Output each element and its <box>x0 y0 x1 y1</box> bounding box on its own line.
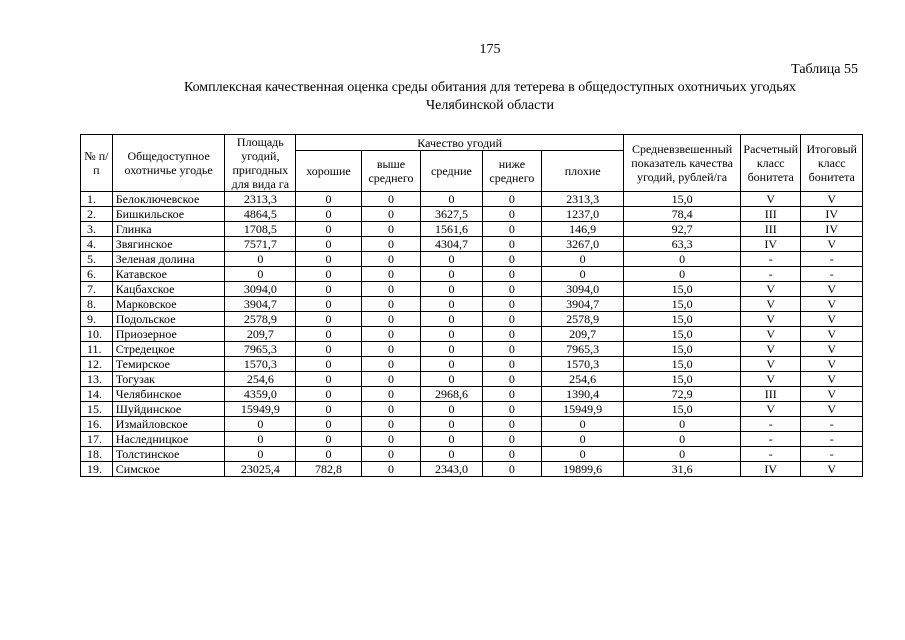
cell-good: 0 <box>296 222 362 237</box>
title-line-1: Комплексная качественная оценка среды обитания для тетерева в общедоступных охотничьих угодьях <box>183 80 797 95</box>
cell-good: 0 <box>296 447 362 462</box>
cell-bad: 3094,0 <box>542 282 624 297</box>
cell-calc: V <box>740 192 800 207</box>
cell-area: 4864,5 <box>225 207 296 222</box>
cell-name: Толстинское <box>112 447 225 462</box>
cell-weighted: 63,3 <box>624 237 741 252</box>
cell-medium: 0 <box>421 372 482 387</box>
cell-weighted: 72,9 <box>624 387 741 402</box>
cell-below: 0 <box>482 282 541 297</box>
cell-below: 0 <box>482 432 541 447</box>
cell-num: 12. <box>81 357 113 372</box>
cell-weighted: 78,4 <box>624 207 741 222</box>
cell-weighted: 15,0 <box>624 297 741 312</box>
cell-num: 15. <box>81 402 113 417</box>
table-row <box>81 342 863 357</box>
table-row <box>81 267 863 282</box>
cell-name: Приозерное <box>112 327 225 342</box>
cell-num: 5. <box>81 252 113 267</box>
cell-calc: V <box>740 357 800 372</box>
cell-num: 2. <box>81 207 113 222</box>
cell-above: 0 <box>361 207 420 222</box>
cell-good: 0 <box>296 357 362 372</box>
cell-below: 0 <box>482 207 541 222</box>
cell-weighted: 15,0 <box>624 312 741 327</box>
header-name: Общедоступное охотничье угодье <box>112 135 225 192</box>
cell-num: 14. <box>81 387 113 402</box>
table-row <box>81 282 863 297</box>
cell-calc: III <box>740 387 800 402</box>
cell-calc: IV <box>740 462 800 477</box>
header-bad: плохие <box>542 151 624 192</box>
cell-below: 0 <box>482 372 541 387</box>
cell-below: 0 <box>482 192 541 207</box>
cell-above: 0 <box>361 252 420 267</box>
cell-medium: 0 <box>421 357 482 372</box>
cell-area: 4359,0 <box>225 387 296 402</box>
cell-num: 6. <box>81 267 113 282</box>
cell-area: 3904,7 <box>225 297 296 312</box>
cell-area: 0 <box>225 432 296 447</box>
cell-name: Марковское <box>112 297 225 312</box>
cell-num: 10. <box>81 327 113 342</box>
cell-below: 0 <box>482 327 541 342</box>
cell-medium: 3627,5 <box>421 207 482 222</box>
page-number: 175 <box>479 42 501 57</box>
cell-above: 0 <box>361 342 420 357</box>
cell-above: 0 <box>361 237 420 252</box>
cell-above: 0 <box>361 387 420 402</box>
cell-bad: 19899,6 <box>542 462 624 477</box>
cell-below: 0 <box>482 222 541 237</box>
cell-weighted: 0 <box>624 267 741 282</box>
cell-weighted: 15,0 <box>624 372 741 387</box>
cell-good: 0 <box>296 417 362 432</box>
cell-weighted: 15,0 <box>624 402 741 417</box>
cell-bad: 7965,3 <box>542 342 624 357</box>
cell-calc: IV <box>740 237 800 252</box>
cell-name: Измайловское <box>112 417 225 432</box>
cell-good: 0 <box>296 387 362 402</box>
cell-good: 0 <box>296 432 362 447</box>
cell-bad: 2313,3 <box>542 192 624 207</box>
cell-final: V <box>801 387 863 402</box>
header-medium: средние <box>421 151 482 192</box>
cell-above: 0 <box>361 462 420 477</box>
cell-name: Тогузак <box>112 372 225 387</box>
table-title <box>120 79 860 115</box>
table-row <box>81 312 863 327</box>
cell-bad: 0 <box>542 432 624 447</box>
header-final-class: Итоговый класс бонитета <box>801 135 863 192</box>
cell-calc: V <box>740 372 800 387</box>
cell-final: V <box>801 237 863 252</box>
cell-bad: 1237,0 <box>542 207 624 222</box>
cell-below: 0 <box>482 237 541 252</box>
cell-medium: 4304,7 <box>421 237 482 252</box>
cell-final: V <box>801 342 863 357</box>
cell-name: Стредецкое <box>112 342 225 357</box>
cell-final: V <box>801 402 863 417</box>
cell-num: 13. <box>81 372 113 387</box>
cell-final: V <box>801 297 863 312</box>
cell-bad: 0 <box>542 252 624 267</box>
cell-medium: 0 <box>421 342 482 357</box>
cell-final: V <box>801 372 863 387</box>
cell-area: 209,7 <box>225 327 296 342</box>
header-good: хорошие <box>296 151 362 192</box>
table-body <box>81 192 863 477</box>
cell-final: V <box>801 282 863 297</box>
cell-good: 0 <box>296 252 362 267</box>
cell-calc: - <box>740 417 800 432</box>
cell-above: 0 <box>361 432 420 447</box>
cell-calc: III <box>740 207 800 222</box>
cell-name: Бишкильское <box>112 207 225 222</box>
cell-above: 0 <box>361 312 420 327</box>
cell-calc: V <box>740 342 800 357</box>
cell-name: Кацбахское <box>112 282 225 297</box>
table-row <box>81 207 863 222</box>
cell-area: 7571,7 <box>225 237 296 252</box>
cell-below: 0 <box>482 417 541 432</box>
table-row <box>81 192 863 207</box>
cell-above: 0 <box>361 282 420 297</box>
cell-medium: 0 <box>421 432 482 447</box>
cell-above: 0 <box>361 327 420 342</box>
cell-area: 7965,3 <box>225 342 296 357</box>
cell-final: V <box>801 357 863 372</box>
header-num: № п/п <box>81 135 113 192</box>
cell-num: 8. <box>81 297 113 312</box>
cell-medium: 0 <box>421 402 482 417</box>
cell-calc: V <box>740 327 800 342</box>
cell-name: Катавское <box>112 267 225 282</box>
table-label: Таблица 55 <box>791 62 858 77</box>
cell-bad: 1390,4 <box>542 387 624 402</box>
cell-bad: 0 <box>542 267 624 282</box>
cell-weighted: 15,0 <box>624 282 741 297</box>
cell-above: 0 <box>361 297 420 312</box>
cell-area: 1570,3 <box>225 357 296 372</box>
table-row <box>81 417 863 432</box>
cell-num: 9. <box>81 312 113 327</box>
cell-area: 0 <box>225 447 296 462</box>
cell-above: 0 <box>361 222 420 237</box>
cell-weighted: 0 <box>624 417 741 432</box>
cell-num: 16. <box>81 417 113 432</box>
table-row <box>81 372 863 387</box>
cell-num: 17. <box>81 432 113 447</box>
cell-medium: 0 <box>421 327 482 342</box>
cell-weighted: 15,0 <box>624 342 741 357</box>
cell-bad: 146,9 <box>542 222 624 237</box>
header-calc-class: Расчетный класс бонитета <box>740 135 800 192</box>
cell-name: Темирское <box>112 357 225 372</box>
cell-below: 0 <box>482 297 541 312</box>
cell-below: 0 <box>482 402 541 417</box>
cell-below: 0 <box>482 447 541 462</box>
cell-good: 0 <box>296 207 362 222</box>
table-row <box>81 432 863 447</box>
cell-above: 0 <box>361 372 420 387</box>
cell-weighted: 0 <box>624 252 741 267</box>
cell-num: 11. <box>81 342 113 357</box>
cell-calc: - <box>740 252 800 267</box>
cell-good: 0 <box>296 327 362 342</box>
cell-good: 0 <box>296 312 362 327</box>
cell-final: - <box>801 267 863 282</box>
table-row <box>81 357 863 372</box>
cell-medium: 2968,6 <box>421 387 482 402</box>
cell-num: 19. <box>81 462 113 477</box>
cell-final: V <box>801 462 863 477</box>
cell-area: 254,6 <box>225 372 296 387</box>
cell-final: V <box>801 312 863 327</box>
cell-medium: 0 <box>421 297 482 312</box>
table-row <box>81 252 863 267</box>
cell-area: 23025,4 <box>225 462 296 477</box>
cell-medium: 0 <box>421 447 482 462</box>
cell-area: 2313,3 <box>225 192 296 207</box>
cell-num: 7. <box>81 282 113 297</box>
table-row <box>81 297 863 312</box>
cell-num: 18. <box>81 447 113 462</box>
cell-good: 0 <box>296 402 362 417</box>
cell-below: 0 <box>482 267 541 282</box>
cell-below: 0 <box>482 462 541 477</box>
cell-above: 0 <box>361 447 420 462</box>
cell-name: Звягинское <box>112 237 225 252</box>
table-row <box>81 327 863 342</box>
cell-area: 1708,5 <box>225 222 296 237</box>
cell-weighted: 0 <box>624 432 741 447</box>
cell-area: 0 <box>225 252 296 267</box>
cell-area: 0 <box>225 267 296 282</box>
cell-final: - <box>801 417 863 432</box>
header-area: Площадь угодий, пригодных для вида га <box>225 135 296 192</box>
cell-bad: 3267,0 <box>542 237 624 252</box>
table-row <box>81 237 863 252</box>
cell-name: Подольское <box>112 312 225 327</box>
cell-calc: - <box>740 447 800 462</box>
cell-above: 0 <box>361 267 420 282</box>
header-above: выше среднего <box>361 151 420 192</box>
cell-good: 0 <box>296 372 362 387</box>
cell-final: - <box>801 252 863 267</box>
cell-final: - <box>801 447 863 462</box>
cell-final: - <box>801 432 863 447</box>
cell-area: 2578,9 <box>225 312 296 327</box>
cell-name: Челябинское <box>112 387 225 402</box>
cell-below: 0 <box>482 357 541 372</box>
cell-medium: 0 <box>421 267 482 282</box>
cell-above: 0 <box>361 402 420 417</box>
cell-medium: 0 <box>421 417 482 432</box>
cell-final: IV <box>801 207 863 222</box>
cell-medium: 0 <box>421 282 482 297</box>
cell-weighted: 15,0 <box>624 327 741 342</box>
cell-bad: 0 <box>542 447 624 462</box>
cell-below: 0 <box>482 312 541 327</box>
cell-calc: III <box>740 222 800 237</box>
cell-final: IV <box>801 222 863 237</box>
cell-good: 0 <box>296 267 362 282</box>
cell-calc: V <box>740 402 800 417</box>
cell-bad: 1570,3 <box>542 357 624 372</box>
title-line-2: Челябинской области <box>426 98 554 113</box>
cell-good: 0 <box>296 237 362 252</box>
cell-above: 0 <box>361 192 420 207</box>
cell-below: 0 <box>482 252 541 267</box>
cell-medium: 0 <box>421 192 482 207</box>
cell-final: V <box>801 192 863 207</box>
cell-name: Белоключевское <box>112 192 225 207</box>
cell-name: Шуйдинское <box>112 402 225 417</box>
cell-below: 0 <box>482 387 541 402</box>
habitat-quality-table <box>80 134 863 477</box>
cell-bad: 2578,9 <box>542 312 624 327</box>
cell-calc: - <box>740 267 800 282</box>
cell-calc: V <box>740 282 800 297</box>
table-row <box>81 387 863 402</box>
cell-final: V <box>801 327 863 342</box>
table-row <box>81 462 863 477</box>
cell-num: 3. <box>81 222 113 237</box>
cell-weighted: 92,7 <box>624 222 741 237</box>
cell-name: Зеленая долина <box>112 252 225 267</box>
table-row <box>81 447 863 462</box>
cell-bad: 209,7 <box>542 327 624 342</box>
cell-bad: 254,6 <box>542 372 624 387</box>
cell-good: 0 <box>296 297 362 312</box>
cell-good: 0 <box>296 282 362 297</box>
cell-num: 4. <box>81 237 113 252</box>
cell-name: Глинка <box>112 222 225 237</box>
cell-calc: V <box>740 312 800 327</box>
cell-weighted: 0 <box>624 447 741 462</box>
cell-good: 0 <box>296 342 362 357</box>
cell-weighted: 15,0 <box>624 192 741 207</box>
cell-below: 0 <box>482 342 541 357</box>
cell-good: 0 <box>296 192 362 207</box>
cell-above: 0 <box>361 357 420 372</box>
cell-area: 3094,0 <box>225 282 296 297</box>
header-below: ниже среднего <box>482 151 541 192</box>
header-quality: Качество угодий <box>296 135 624 151</box>
cell-medium: 2343,0 <box>421 462 482 477</box>
table-row <box>81 222 863 237</box>
cell-bad: 0 <box>542 417 624 432</box>
cell-name: Наследницкое <box>112 432 225 447</box>
cell-bad: 15949,9 <box>542 402 624 417</box>
cell-above: 0 <box>361 417 420 432</box>
cell-calc: V <box>740 297 800 312</box>
cell-calc: - <box>740 432 800 447</box>
cell-bad: 3904,7 <box>542 297 624 312</box>
cell-area: 15949,9 <box>225 402 296 417</box>
cell-name: Симское <box>112 462 225 477</box>
cell-num: 1. <box>81 192 113 207</box>
cell-medium: 1561,6 <box>421 222 482 237</box>
cell-good: 782,8 <box>296 462 362 477</box>
cell-medium: 0 <box>421 312 482 327</box>
header-weighted: Средневзвешенный показатель качества угодий, рублей/га <box>624 135 741 192</box>
cell-weighted: 15,0 <box>624 357 741 372</box>
cell-medium: 0 <box>421 252 482 267</box>
cell-weighted: 31,6 <box>624 462 741 477</box>
cell-area: 0 <box>225 417 296 432</box>
table-row <box>81 402 863 417</box>
